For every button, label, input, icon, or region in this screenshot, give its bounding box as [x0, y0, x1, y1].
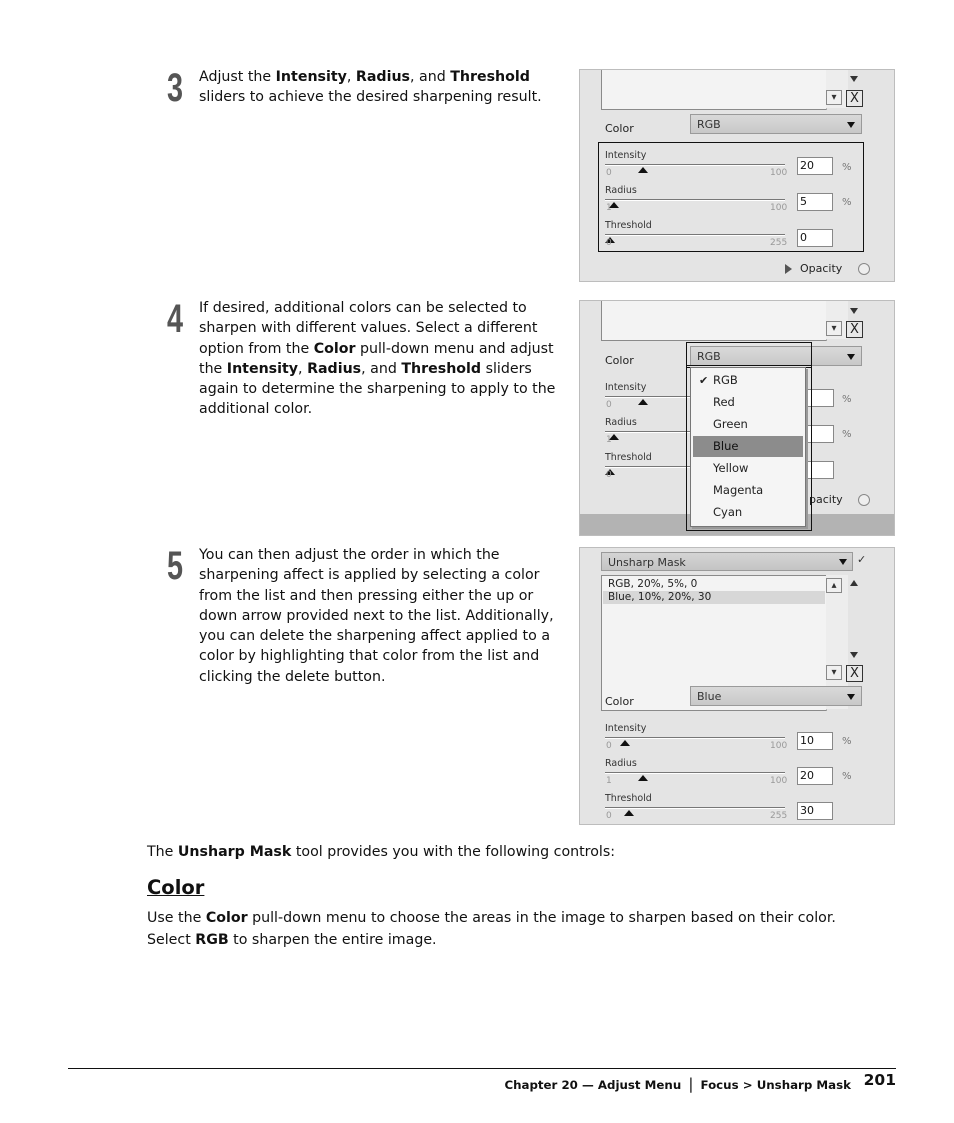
step-number: 3 [167, 66, 184, 110]
radius-min: 1 [606, 776, 612, 786]
footer-separator: | [688, 1075, 694, 1093]
move-down-icon[interactable] [850, 76, 858, 82]
color-dropdown[interactable] [690, 114, 862, 134]
color-dropdown[interactable] [690, 686, 862, 706]
radius-unit: % [842, 197, 852, 208]
footer-chapter: Chapter 20 — Adjust Menu [504, 1078, 682, 1092]
delete-button[interactable]: X [846, 321, 863, 338]
intensity-slider-track[interactable] [605, 737, 785, 739]
list-row-blue[interactable]: Blue, 10%, 20%, 30 [608, 591, 712, 603]
radius-unit: % [842, 429, 852, 440]
threshold-min: 0 [606, 238, 612, 248]
radius-min: 1 [606, 435, 612, 445]
delete-button[interactable]: X [846, 90, 863, 107]
menu-item-yellow[interactable]: Yellow [713, 461, 749, 475]
threshold-label: Threshold [605, 793, 652, 804]
intensity-max: 100 [770, 168, 788, 178]
intensity-input[interactable]: 20 [797, 157, 833, 175]
color-label: Color [605, 122, 634, 135]
threshold-label: Threshold [605, 452, 652, 463]
threshold-input[interactable]: 30 [797, 802, 833, 820]
footer-breadcrumb [504, 1075, 851, 1093]
threshold-min: 0 [606, 470, 612, 480]
threshold-max: 255 [770, 811, 788, 821]
footer-rule [68, 1068, 896, 1069]
step-text: You can then adjust the order in which the sharpening affect is applied by selecting a color from the list and then pressing either the up or down arrow provided next to the list. Additionally, you can delete the sharpening affect applied to a color by highlighting that color from the list and clicking the delete button. [199, 547, 554, 685]
threshold-max: 255 [770, 238, 788, 248]
radius-slider-track[interactable] [605, 772, 785, 774]
step-text: If desired, additional colors can be selected to sharpen with different values. Select a different option from the Color pull-down menu and adjust the Intensity, Radius, and Threshold sliders again to determine the sharpening to apply to the additional color. [199, 300, 556, 418]
intensity-unit: % [842, 162, 852, 173]
intensity-max: 100 [770, 741, 788, 751]
radius-input[interactable]: 5 [797, 193, 833, 211]
intensity-label: Intensity [605, 150, 647, 161]
intensity-unit: % [842, 736, 852, 747]
threshold-min: 0 [606, 811, 612, 821]
menu-item-red[interactable]: Red [713, 395, 735, 409]
step-number: 4 [167, 297, 184, 341]
intensity-min: 0 [606, 400, 612, 410]
radius-input[interactable]: 20 [797, 767, 833, 785]
color-dropdown-value: Blue [697, 690, 722, 703]
step-number: 5 [167, 544, 184, 588]
menu-item-green[interactable]: Green [713, 417, 748, 431]
menu-item-cyan[interactable]: Cyan [713, 505, 743, 519]
intensity-slider-thumb[interactable] [638, 399, 648, 405]
radius-label: Radius [605, 185, 637, 196]
scroll-up-button[interactable]: ▴ [826, 578, 842, 593]
adjustment-list[interactable] [601, 300, 827, 341]
intensity-label: Intensity [605, 723, 647, 734]
threshold-slider-track[interactable] [605, 466, 695, 468]
color-dropdown-menu [690, 367, 806, 527]
menu-item-blue[interactable]: Blue [693, 436, 803, 457]
opacity-toggle[interactable] [858, 494, 870, 506]
tool-title-bar[interactable] [601, 552, 853, 571]
radius-label: Radius [605, 758, 637, 769]
move-down-icon[interactable] [850, 652, 858, 658]
move-up-icon[interactable] [850, 580, 858, 586]
threshold-label: Threshold [605, 220, 652, 231]
menu-item-magenta[interactable]: Magenta [713, 483, 764, 497]
threshold-input[interactable]: 0 [797, 229, 833, 247]
intro-paragraph: The Unsharp Mask tool provides you with the following controls: [147, 844, 615, 860]
radius-unit: % [842, 771, 852, 782]
radius-slider-thumb[interactable] [638, 775, 648, 781]
radius-label: Radius [605, 417, 637, 428]
radius-min: 1 [606, 203, 612, 213]
color-dropdown-value: RGB [697, 350, 721, 363]
enable-check-icon[interactable]: ✓ [857, 553, 867, 566]
intensity-slider-track[interactable] [605, 396, 695, 398]
list-row-rgb[interactable]: RGB, 20%, 5%, 0 [608, 578, 698, 590]
intensity-label: Intensity [605, 382, 647, 393]
chevron-down-icon [839, 559, 847, 565]
footer-section: Focus > Unsharp Mask [700, 1078, 851, 1092]
unsharp-mask-panel-list [579, 547, 895, 825]
delete-button[interactable]: X [846, 665, 863, 682]
threshold-slider-track[interactable] [605, 807, 785, 809]
radius-slider-track[interactable] [605, 431, 695, 433]
threshold-slider-thumb[interactable] [624, 810, 634, 816]
step-text: Adjust the Intensity, Radius, and Threshold sliders to achieve the desired sharpening result. [199, 69, 542, 106]
section-body: Use the Color pull-down menu to choose the areas in the image to sharpen based on their color. Select RGB to sharpen the entire image. [147, 910, 836, 948]
chevron-down-icon [847, 122, 855, 128]
section-heading: Color [147, 876, 205, 899]
scroll-down-button[interactable]: ▾ [826, 90, 842, 105]
color-label: Color [605, 354, 634, 367]
color-label: Color [605, 695, 634, 708]
opacity-label[interactable]: Opacity [800, 262, 843, 275]
menu-item-rgb[interactable]: ✔ RGB [693, 370, 803, 391]
intensity-min: 0 [606, 741, 612, 751]
radius-slider-track[interactable] [605, 199, 785, 201]
intensity-input[interactable]: 10 [797, 732, 833, 750]
intensity-slider-track[interactable] [605, 164, 785, 166]
color-dropdown-value: RGB [697, 118, 721, 131]
page-number: 201 [863, 1071, 896, 1089]
unsharp-mask-panel-menu [579, 300, 895, 536]
radius-max: 100 [770, 203, 788, 213]
opacity-label[interactable]: pacity [809, 493, 843, 506]
expand-arrow-icon[interactable] [785, 264, 792, 274]
unsharp-mask-panel-sliders [579, 69, 895, 282]
move-down-icon[interactable] [850, 308, 858, 314]
intensity-unit: % [842, 394, 852, 405]
scroll-down-button[interactable]: ▾ [826, 665, 842, 680]
intensity-slider-thumb[interactable] [638, 167, 648, 173]
scroll-down-button[interactable]: ▾ [826, 321, 842, 336]
tool-name: Unsharp Mask [608, 556, 686, 569]
intensity-slider-thumb[interactable] [620, 740, 630, 746]
checkmark-icon: ✔ [699, 374, 709, 387]
intensity-min: 0 [606, 168, 612, 178]
chevron-down-icon [847, 694, 855, 700]
chevron-down-icon [847, 354, 855, 360]
threshold-slider-track[interactable] [605, 234, 785, 236]
adjustment-list[interactable] [601, 69, 827, 110]
opacity-toggle[interactable] [858, 263, 870, 275]
radius-max: 100 [770, 776, 788, 786]
